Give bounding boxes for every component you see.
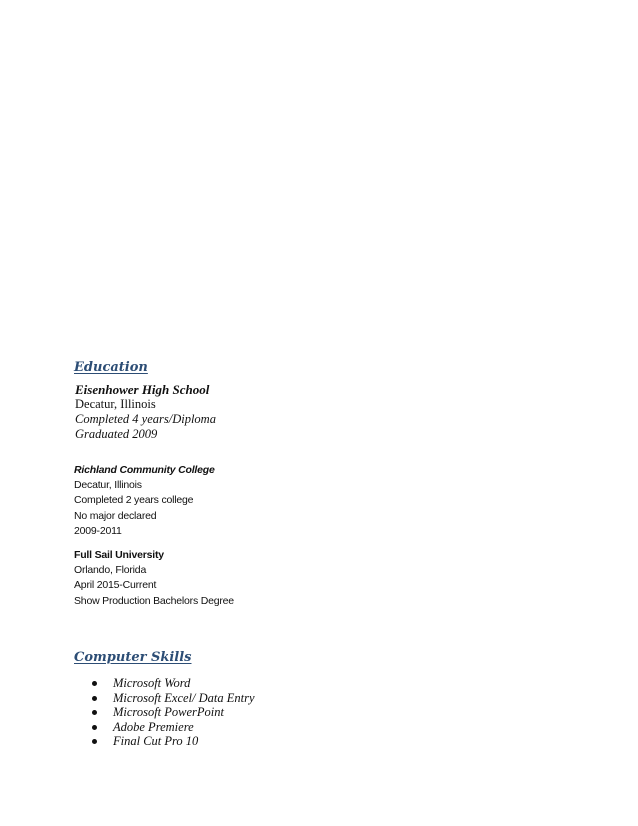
school-location: Orlando, Florida bbox=[74, 564, 147, 577]
school-name: Richland Community College bbox=[74, 464, 215, 476]
school-detail: Show Production Bachelors Degree bbox=[74, 594, 234, 607]
bullet-icon bbox=[92, 725, 97, 730]
computer-skills-heading: Computer Skills bbox=[74, 650, 192, 665]
school-detail: Completed 2 years college bbox=[74, 494, 194, 507]
list-item: Microsoft Word bbox=[74, 676, 255, 691]
education-heading: Education bbox=[74, 360, 148, 375]
school-detail: 2009-2011 bbox=[74, 524, 122, 537]
school-detail: April 2015-Current bbox=[74, 579, 157, 592]
bullet-icon bbox=[92, 681, 97, 686]
school-detail: No major declared bbox=[74, 509, 157, 522]
bullet-icon bbox=[92, 710, 97, 715]
school-detail: Completed 4 years/Diploma bbox=[75, 412, 216, 426]
school-richland bbox=[74, 463, 215, 539]
bullet-icon bbox=[92, 696, 97, 701]
list-item: Microsoft PowerPoint bbox=[74, 705, 255, 720]
school-location: Decatur, Illinois bbox=[75, 397, 156, 411]
school-name: Eisenhower High School bbox=[75, 382, 210, 397]
list-item: Microsoft Excel/ Data Entry bbox=[74, 691, 255, 706]
school-detail: Graduated 2009 bbox=[75, 427, 158, 441]
school-location: Decatur, Illinois bbox=[74, 479, 142, 492]
bullet-icon bbox=[92, 739, 97, 744]
skills-list bbox=[74, 676, 255, 749]
school-full-sail bbox=[74, 548, 234, 609]
list-item: Final Cut Pro 10 bbox=[74, 734, 255, 749]
list-item: Adobe Premiere bbox=[74, 720, 255, 735]
school-eisenhower bbox=[75, 382, 216, 442]
school-name: Full Sail University bbox=[74, 549, 164, 561]
